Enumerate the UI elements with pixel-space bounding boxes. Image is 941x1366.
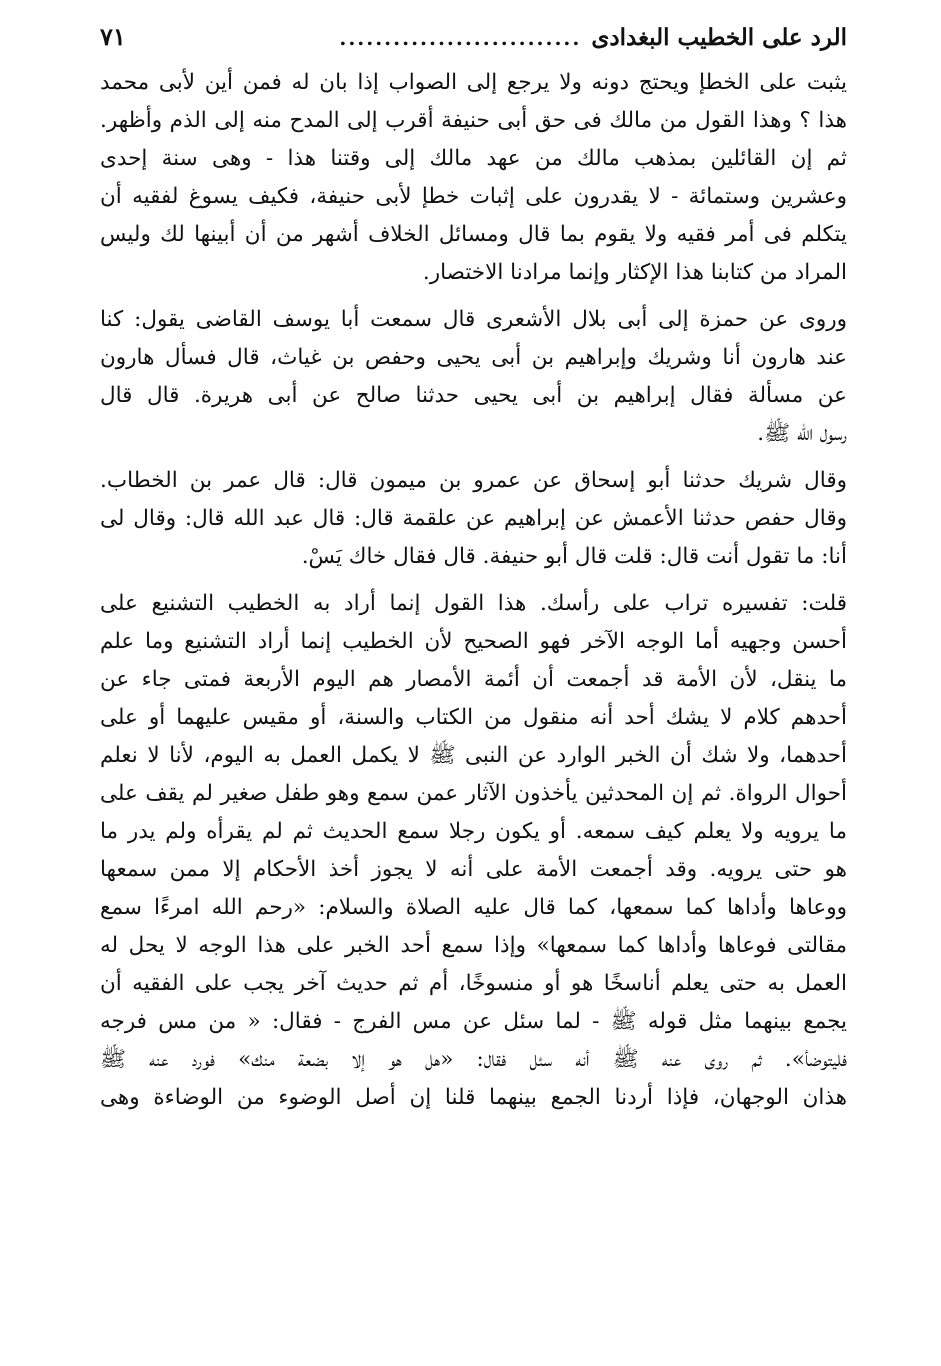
text-line: مقالتى فوعاها وأداها كما سمعها» وإذا سمع أحد الخبر على هذا الوجه لا يحل له [100,933,847,958]
text-line: أحدهم كلام لا يشك أحد أنه منقول من الكتاب والسنة، أو مقيس عليهما أو على [100,705,847,730]
running-header [100,22,847,64]
text-line: رسول الله ﷺ. [757,421,847,446]
text-line: أحوال الرواة. ثم إن المحدثين يأخذون الآثار عمن سمع وهو طفل صغير لم يقف على [100,781,847,806]
body-text [100,64,847,1117]
text-line: هذا ؟ وهذا القول من مالك فى حق أبى حنيفة أقرب إلى المدح منه إلى الذم وأظهر. [100,108,847,133]
text-line: عن مسألة فقال إبراهيم بن أبى يحيى حدثنا صالح عن أبى هريرة. قال قال [100,383,847,408]
text-line: أنا: ما تقول أنت قال: قلت قال أبو حنيفة. قال فقال خاك يَسْ. [301,544,847,569]
text-line: أحسن وجهيه أما الوجه الآخر فهو الصحيح لأن الخطيب إنما أراد التشنيع وما علم [100,629,847,654]
text-line: ما يرويه ولا يعلم كيف سمعه. أو يكون رجلا سمع الحديث ثم لم يقرأه ولم يدر ما [100,819,847,844]
text-line: فليتوضأ». ثم روى عنه ﷺ أنه سئل فقال: «هل هو إلا بضعة منك» فورد عنه ﷺ [100,1047,847,1072]
paragraph [100,462,847,576]
text-line: يجمع بينهما مثل قوله ﷺ - لما سئل عن مس الفرج - فقال: « من مس فرجه [100,1009,847,1034]
text-line: وقال شريك حدثنا أبو إسحاق عن عمرو بن ميمون قال: قال عمر بن الخطاب. [100,468,847,493]
text-line: ووعاها وأداها كما سمعها، كما قال عليه الصلاة والسلام: «رحم الله امرءًا سمع [100,895,847,920]
paragraph [100,585,847,1117]
text-line: المراد من كتابنا هذا الإكثار وإنما مرادنا الاختصار. [422,260,847,285]
text-line: العمل به حتى يعلم أناسخًا هو أو منسوخًا، أم ثم حديث آخر يجب على الفقيه أن [100,971,847,996]
paragraph [100,301,847,453]
paragraph [100,64,847,292]
text-line: هذان الوجهان، فإذا أردنا الجمع بينهما قلنا إن أصل الوضوء من الوضاءة وهى [100,1085,847,1110]
text-line: ما ينقل، لأن الأمة قد أجمعت أن أئمة الأمصار هم اليوم الأربعة فمتى جاء عن [100,667,847,692]
text-line: عند هارون أنا وشريك وإبراهيم بن أبى يحيى وحفص بن غياث، قال فسأل هارون [100,345,847,370]
text-line: يتكلم فى أمر فقيه ولا يقوم بما قال ومسائل الخلاف أشهر من أن أبينها لك وليس [100,222,847,247]
text-line: قلت: تفسيره تراب على رأسك. هذا القول إنما أراد به الخطيب التشنيع على [100,591,847,616]
text-line: أحدهما، ولا شك أن الخبر الوارد عن النبى ﷺ لا يكمل العمل به اليوم، لأنا لا نعلم [100,743,847,768]
text-line: وروى عن حمزة إلى أبى بلال الأشعرى قال سمعت أبا يوسف القاضى يقول: كنا [100,307,847,332]
text-line: يثبت على الخطإ ويحتج دونه ولا يرجع إلى الصواب إذا بان له فمن أين لأبى محمد [100,70,847,95]
text-line: هو حتى يرويه. وقد أجمعت الأمة على أنه لا يجوز أخذ الأحكام إلا ممن سمعها [100,857,847,882]
text-line: وعشرين وستمائة - لا يقدرون على إثبات خطإ لأبى حنيفة، فكيف يسوغ لفقيه أن [100,184,847,209]
page-number: ٧١ [100,22,126,51]
text-line: ثم إن القائلين بمذهب مالك من عهد مالك إلى وقتنا هذا - وهى سنة إحدى [100,146,847,171]
text-line: وقال حفص حدثنا الأعمش عن إبراهيم عن علقمة قال: قال عبد الله قال: وقال لى [100,506,847,531]
running-title: الرد على الخطيب البغدادى [591,24,847,51]
dot-leader: ........................... [339,26,582,50]
